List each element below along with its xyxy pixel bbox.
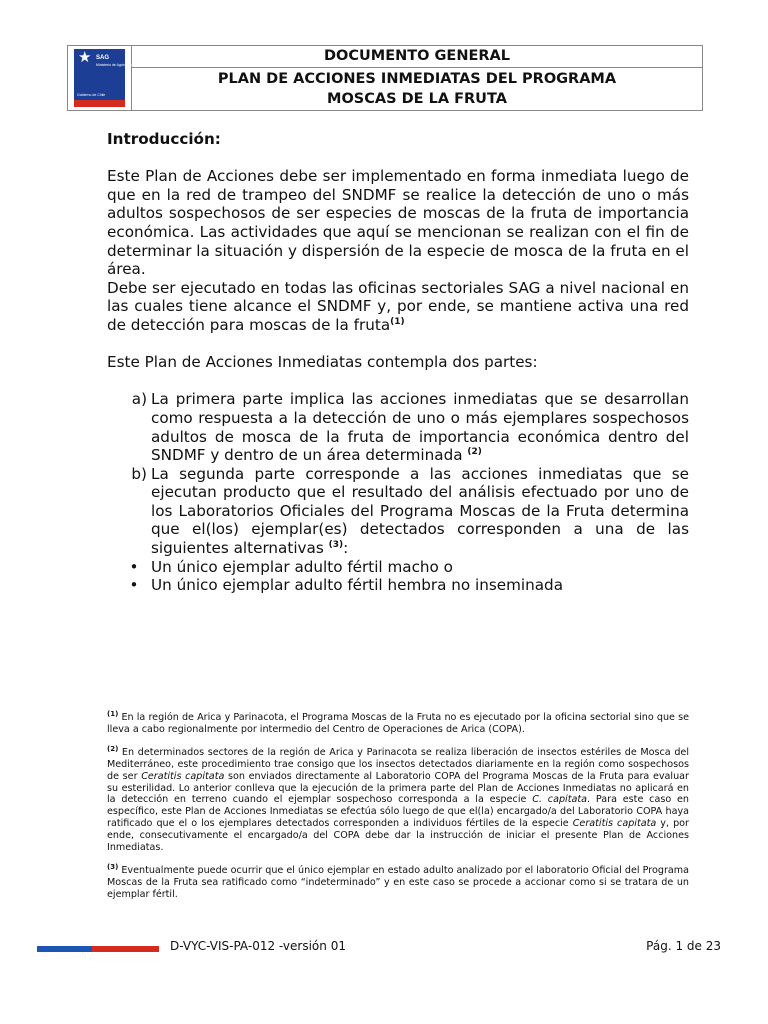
footnotes <box>107 712 689 912</box>
footnote-ref-2[interactable]: (2) <box>467 447 482 458</box>
list-item-text: La primera parte implica las acciones inmediatas que se desarrollan como respuesta a la detección de uno o más ejemplares sospechosos adultos de mosca de la fruta de importancia económica dentro del SNDMF y dentro de un área determinada $^{(2)}$ <box>151 390 689 465</box>
bullet-icon: • <box>129 576 139 595</box>
bullet-item <box>107 576 689 595</box>
bullet-item <box>107 558 689 577</box>
footnote-3: $^{(3)}$ Eventualmente puede ocurrir que el único ejemplar en estado adulto analizado por el laboratorio Oficial del Programa Moscas de la Fruta sea ratificado como “indeterminado” y en este caso se procede a accionar como si se tratara de un ejemplar fértil. <box>107 862 689 900</box>
logo-cell <box>68 46 132 110</box>
footer-color-bar <box>37 946 159 952</box>
list-marker: a) <box>131 390 147 409</box>
bullet-icon: • <box>129 557 139 576</box>
document-header <box>67 45 703 111</box>
footnote-ref-1[interactable]: (1) <box>390 316 405 327</box>
footer-bar-blue <box>37 946 92 952</box>
header-titles <box>132 46 702 110</box>
footnote-marker: (2) <box>107 744 119 753</box>
footer-bar-red <box>92 946 159 952</box>
doc-title-line1: PLAN DE ACCIONES INMEDIATAS DEL PROGRAMA <box>217 71 617 87</box>
logo-subtitle: Ministerio de Agricultura <box>96 63 134 67</box>
doc-title <box>132 68 702 110</box>
section-heading: Introducción: <box>107 130 221 148</box>
logo-bottom: Gobierno de Chile <box>77 93 106 97</box>
list-item-a <box>107 390 689 464</box>
document-body <box>107 130 689 595</box>
logo-red-stripe <box>74 100 125 107</box>
list-item-b <box>107 465 689 558</box>
footnote-marker: (3) <box>107 862 119 871</box>
bullet-text: Un único ejemplar adulto fértil macho o <box>151 557 453 576</box>
footnote-2: $^{(2)}$ En determinados sectores de la región de Arica y Parinacota se realiza liberación de insectos estériles de Mosca del Mediterráneo, este procedimiento trae consigo que los insectos detectados diariamente en la región como sospechosos de ser Ceratitis capitata son enviados directamente al Laboratorio COPA del Programa Moscas de la Fruta para evaluar su esterilidad. Lo anterior conlleva que la ejecución de la primera parte del Plan de Acciones Inmediatas no aplicará en la detección en terreno cuando el ejemplar sospechoso corresponda a la especie C. capitata. Para este caso en específico, este Plan de Acciones Inmediatas se efectúa sólo luego de que el(la) encargado/a del Laboratorio COPA haya ratificado que el o los ejemplares detectados corresponden a individuos fértiles de la especie Ceratitis capitata y, por ende, consecutivamente el encargado/a del COPA debe dar la instrucción de iniciar el presente Plan de Acciones Inmediatas. <box>107 744 690 854</box>
logo-org: SAG <box>96 55 110 61</box>
paragraph-2 <box>107 279 689 335</box>
bullet-text: Un único ejemplar adulto fértil hembra no inseminada <box>151 576 563 595</box>
page-number: Pág. 1 de 23 <box>646 939 721 953</box>
paragraph-1: Este Plan de Acciones debe ser implementado en forma inmediata luego de que en la red de trampeo del SNDMF se realice la detección de uno o más adultos sospechosos de ser especies de moscas de la fruta de importancia económica. Las actividades que aquí se mencionan se realizan con el fin de determinar la situación y dispersión de la especie de mosca de la fruta en el área. <box>107 167 689 279</box>
sag-logo <box>74 48 134 107</box>
footnote-marker: (1) <box>107 710 119 718</box>
footnote-ref-3[interactable]: (3) <box>328 540 344 551</box>
doc-title-line2: MOSCAS DE LA FRUTA <box>327 91 507 107</box>
doc-type: DOCUMENTO GENERAL <box>132 46 702 68</box>
list-item-text: La segunda parte corresponde a las acciones inmediatas que se ejecutan producto que el resultado del análisis efectuado por uno de los Laboratorios Oficiales del Programa Moscas de la Fruta determina que el(los) ejemplar(es) detectados corresponden a una de las siguientes alternativas $^{(3)}$: <box>151 464 689 558</box>
star-icon: ★ <box>78 48 92 66</box>
list-marker: b) <box>131 464 147 483</box>
paragraph-3: Este Plan de Acciones Inmediatas contempla dos partes: <box>107 353 538 372</box>
paragraph-2-text: Debe ser ejecutado en todas las oficinas sectoriales SAG a nivel nacional en las cuales tiene alcance el SNDMF y, por ende, se mantiene activa una red de detección para moscas de la fruta <box>107 278 689 334</box>
footnote-1: $^{(1)}$ En la región de Arica y Parinacota, el Programa Moscas de la Fruta no es ejecutado por la oficina sectorial sino que se lleva a cabo regionalmente por intermedio del Centro de Operaciones de Arica (COPA). <box>107 710 689 735</box>
document-code: D-VYC-VIS-PA-012 -versión 01 <box>170 939 346 953</box>
